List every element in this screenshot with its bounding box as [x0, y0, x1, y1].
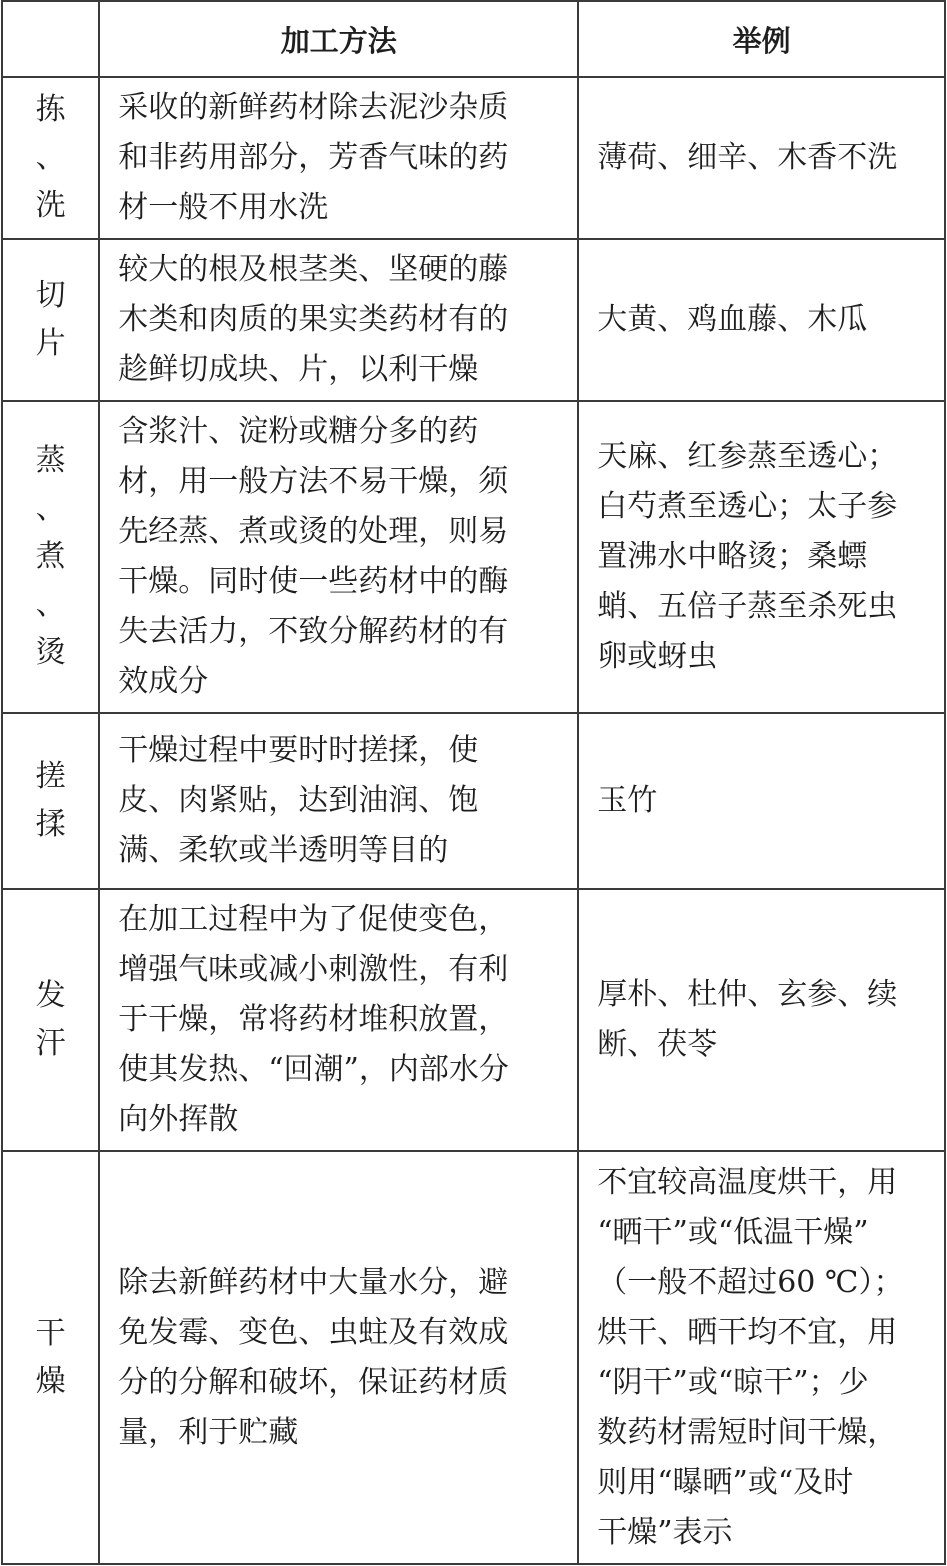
method-description-cell — [99, 889, 578, 1151]
example-line: 干燥”表示 — [597, 1514, 733, 1550]
method-description-line: 在加工过程中为了促使变色， — [118, 902, 509, 937]
example-cell — [578, 401, 945, 713]
table-row — [2, 713, 945, 889]
method-description-line: 采收的新鲜药材除去泥沙杂质 — [118, 90, 509, 125]
method-description-line: 免发霉、变色、虫蛀及有效成 — [118, 1314, 509, 1350]
method-description-line: 于干燥，常将药材堆积放置， — [118, 1002, 509, 1037]
example-cell — [578, 239, 945, 401]
table-row — [2, 1151, 945, 1564]
example-line: 白芍煮至透心；太子参 — [597, 489, 898, 524]
method-description-line: 皮、肉紧贴，达到油润、饱 — [118, 783, 479, 818]
example-line: “阴干”或“晾干”；少 — [597, 1364, 869, 1400]
method-name-char: 烫 — [35, 635, 66, 670]
method-name-cell — [2, 713, 99, 889]
method-description-line: 趁鲜切成块、片，以利干燥 — [118, 352, 479, 387]
example-line: “晒干”或“低温干燥” — [597, 1214, 869, 1250]
method-name-char: 汗 — [35, 1026, 66, 1061]
method-name-cell — [2, 1151, 99, 1564]
method-name-char: 燥 — [35, 1363, 66, 1399]
method-name-char: 搓 — [35, 759, 66, 794]
example-line: 置沸水中略烫；桑螵 — [597, 539, 868, 574]
table-row — [2, 239, 945, 401]
example-line: 厚朴、杜仲、玄参、续 — [597, 977, 898, 1012]
method-description-cell — [99, 239, 578, 401]
method-description-line: 材，用一般方法不易干燥，须 — [118, 464, 509, 499]
method-description-line: 增强气味或减小刺激性，有利 — [118, 952, 509, 987]
method-name-char: 煮 — [35, 539, 66, 574]
table-row — [2, 889, 945, 1151]
method-description-line: 满、柔软或半透明等目的 — [118, 833, 449, 868]
example-line: 不宜较高温度烘干，用 — [597, 1164, 898, 1200]
example-line: 蛸、五倍子蒸至杀死虫 — [597, 589, 898, 624]
method-name-char: 、 — [35, 140, 66, 175]
method-description-line: 材一般不用水洗 — [118, 190, 329, 225]
example-line: 天麻、红参蒸至透心； — [597, 439, 898, 474]
example-line: 数药材需短时间干燥， — [597, 1414, 898, 1450]
method-name-char: 、 — [35, 587, 66, 622]
method-description-line: 量，利于贮藏 — [118, 1414, 299, 1450]
method-name-char: 、 — [35, 491, 66, 526]
example-cell — [578, 1151, 945, 1564]
method-name-cell — [2, 889, 99, 1151]
method-name-cell — [2, 401, 99, 713]
example-cell — [578, 77, 945, 239]
method-name-char: 揉 — [35, 807, 66, 842]
method-name-char: 拣 — [35, 92, 66, 127]
method-description-line: 干燥。同时使一些药材中的酶 — [118, 564, 509, 599]
method-description-line: 和非药用部分，芳香气味的药 — [118, 140, 509, 175]
example-line: 大黄、鸡血藤、木瓜 — [597, 302, 868, 337]
method-name-cell — [2, 77, 99, 239]
method-description-line: 较大的根及根茎类、坚硬的藤 — [118, 252, 509, 287]
method-name-char: 蒸 — [35, 443, 66, 478]
header-example: 举例 — [578, 1, 945, 77]
example-line: 则用“曝晒”或“及时 — [597, 1464, 854, 1500]
method-name-cell — [2, 239, 99, 401]
example-cell — [578, 889, 945, 1151]
method-name-char: 干 — [35, 1315, 66, 1351]
method-name-char: 片 — [35, 326, 66, 361]
method-description-line: 效成分 — [118, 664, 209, 699]
method-description-line: 失去活力，不致分解药材的有 — [118, 614, 509, 649]
method-name-char: 洗 — [35, 188, 66, 223]
method-description-line: 使其发热、“回潮”，内部水分 — [118, 1052, 509, 1087]
method-description-line: 除去新鲜药材中大量水分，避 — [118, 1264, 509, 1300]
example-line: 薄荷、细辛、木香不洗 — [597, 140, 898, 175]
method-description-line: 含浆汁、淀粉或糖分多的药 — [118, 414, 479, 449]
method-description-line: 分的分解和破坏，保证药材质 — [118, 1364, 509, 1400]
method-description-cell — [99, 1151, 578, 1564]
example-cell — [578, 713, 945, 889]
header-row — [2, 1, 945, 77]
example-line: 玉竹 — [597, 783, 658, 818]
example-line: 烘干、晒干均不宜，用 — [597, 1314, 898, 1350]
method-name-char: 切 — [35, 278, 66, 313]
example-line: 断、茯苓 — [597, 1027, 718, 1062]
example-line: 卵或蚜虫 — [597, 639, 718, 674]
method-name-char: 发 — [35, 978, 66, 1013]
table-row — [2, 77, 945, 239]
method-description-cell — [99, 77, 578, 239]
method-description-line: 先经蒸、煮或烫的处理，则易 — [118, 514, 509, 549]
method-description-line: 干燥过程中要时时搓揉，使 — [118, 733, 479, 768]
method-description-cell — [99, 401, 578, 713]
example-line: （一般不超过60 ℃）； — [597, 1264, 904, 1300]
header-blank-cell — [2, 1, 99, 77]
method-description-cell — [99, 713, 578, 889]
table-row — [2, 401, 945, 713]
processing-methods-table — [1, 0, 946, 1565]
header-method: 加工方法 — [99, 1, 578, 77]
method-description-line: 向外挥散 — [118, 1102, 239, 1137]
method-description-line: 木类和肉质的果实类药材有的 — [118, 302, 509, 337]
